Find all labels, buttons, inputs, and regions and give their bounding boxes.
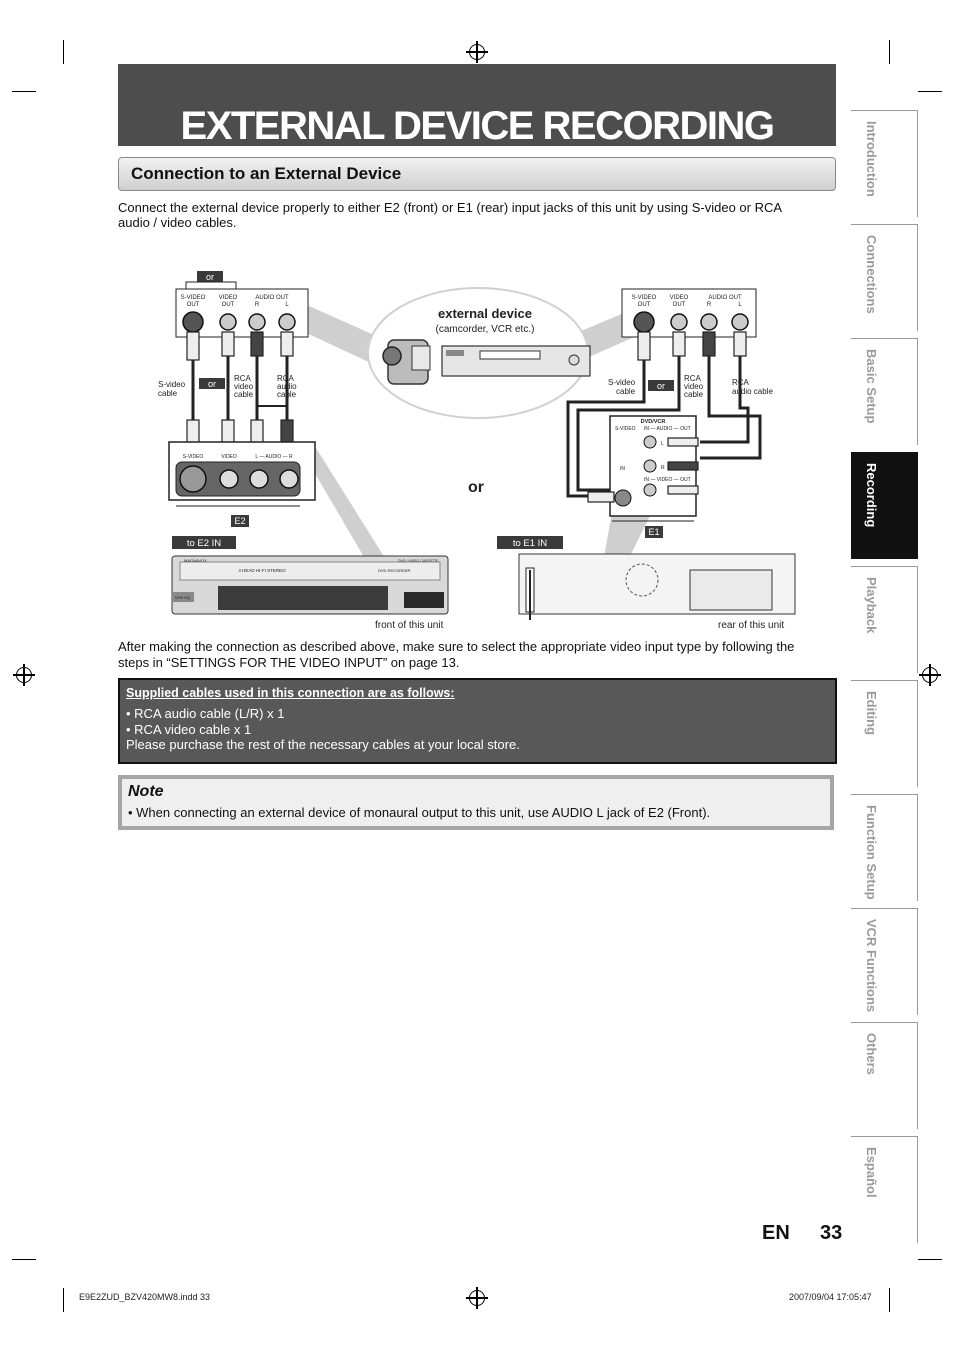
note-box — [118, 775, 834, 830]
footer-timestamp: 2007/09/04 17:05:47 — [789, 1292, 872, 1302]
tab-others[interactable] — [851, 1022, 918, 1129]
rca-video-label-3: cable — [234, 390, 254, 399]
right-svideo-out-label-2: OUT — [637, 302, 651, 308]
front-svideo-label: S-VIDEO — [182, 454, 204, 460]
rear-audio-l-jack-icon — [644, 436, 656, 448]
right-svideo-out-label: S-VIDEO — [631, 295, 657, 301]
front-audio-l-jack-icon — [250, 470, 268, 488]
rca-audio-label: RCA — [277, 374, 294, 383]
front-of-unit-label: front of this unit — [375, 620, 444, 631]
page-title: EXTERNAL DEVICE RECORDING — [180, 104, 774, 148]
tab-label: Español — [864, 1147, 879, 1198]
tab-basic-setup[interactable] — [851, 338, 918, 445]
supplied-cable-item: • RCA audio cable (L/R) x 1 — [126, 706, 285, 721]
tab-introduction[interactable] — [851, 110, 918, 217]
svideo-out-label-2: OUT — [186, 302, 200, 308]
right-rca-video-label-3: cable — [684, 390, 704, 399]
front-video-jack-icon — [220, 470, 238, 488]
rca-audio-label-3: cable — [277, 390, 297, 399]
after-text-line-2: steps in “SETTINGS FOR THE VIDEO INPUT” on page 13. — [118, 655, 460, 670]
rear-panel-title: DVD/VCR — [640, 419, 666, 425]
rear-svideo-jack-icon — [615, 490, 631, 506]
external-device-label: external device — [438, 306, 532, 321]
rear-in-label: IN — [620, 466, 625, 472]
rear-svideo-label: S-VIDEO — [615, 426, 636, 432]
note-heading: Note — [128, 783, 164, 800]
or-label: or — [656, 381, 666, 391]
rear-audio-label: IN — AUDIO — OUT — [644, 426, 691, 432]
tab-label: Playback — [864, 577, 879, 634]
front-svideo-jack-icon — [180, 466, 206, 492]
intro-text-line-2: audio / video cables. — [118, 215, 237, 230]
vcr-dvd: DVD / VIDEO CASSETTE — [398, 559, 439, 563]
svideo-out-label: S-VIDEO — [180, 295, 206, 301]
vcr-model: 4 HEAD HI-FI STEREO — [238, 568, 286, 573]
rear-r-label: R — [661, 465, 665, 471]
tab-espanol[interactable] — [851, 1136, 918, 1243]
bracket — [186, 282, 236, 289]
rca-video-label: RCA — [234, 374, 251, 383]
rear-video-label: IN — VIDEO — OUT — [644, 477, 691, 483]
right-video-jack-icon — [671, 314, 687, 330]
rear-of-unit-label: rear of this unit — [718, 620, 785, 631]
tab-label: Introduction — [864, 121, 879, 197]
rear-l-label: L — [661, 441, 664, 447]
footer-file: E9E2ZUD_BZV420MW8.indd 33 — [79, 1292, 211, 1302]
note-text: • When connecting an external device of monaural output to this unit, use AUDIO L jack of E2 (Front). — [128, 805, 711, 820]
front-audio-label: L — AUDIO — R — [255, 454, 293, 460]
right-audio-l-label: L — [738, 302, 742, 308]
intro-text-line-1: Connect the external device properly to either E2 (front) or E1 (rear) input jacks of this unit by using S-video or RCA — [118, 200, 783, 215]
tab-label: Others — [864, 1033, 879, 1075]
audio-r-jack-icon — [249, 314, 265, 330]
vcr-badge: DVD RECORDER — [378, 568, 411, 573]
audio-cable-bracket — [257, 400, 287, 406]
tab-function-setup[interactable] — [851, 794, 918, 901]
note-inner — [122, 779, 830, 826]
supplied-cable-item: • RCA video cable x 1 — [126, 722, 252, 737]
tab-label: Recording — [864, 463, 879, 528]
right-audio-r-label: R — [706, 302, 712, 308]
rca-audio-label-2: audio — [277, 382, 297, 391]
vcr-icon — [442, 346, 590, 376]
tab-label: Editing — [864, 691, 879, 736]
supplied-cables-box — [118, 678, 837, 764]
vcr-vhs: VHS HQ — [175, 595, 191, 600]
svideo-jack-icon — [183, 312, 203, 332]
or-label: or — [205, 272, 215, 282]
tab-label: Connections — [864, 235, 879, 314]
tab-label: VCR Functions — [864, 919, 879, 1013]
front-video-label: VIDEO — [221, 454, 237, 460]
rear-unit-image — [519, 554, 795, 620]
camcorder-icon — [383, 340, 430, 384]
tab-recording[interactable] — [851, 452, 918, 559]
right-svideo-jack-icon — [634, 312, 654, 332]
page-number: 33 — [820, 1222, 843, 1244]
external-device-sublabel: (camcorder, VCR etc.) — [435, 324, 535, 335]
right-rca-audio-label: RCA — [732, 378, 749, 387]
audio-out-label: AUDIO OUT — [255, 295, 289, 301]
right-svideo-cable-label-2: cable — [616, 387, 636, 396]
supplied-cables-heading: Supplied cables used in this connection are as follows: — [126, 686, 455, 700]
right-video-out-label-2: OUT — [672, 302, 686, 308]
right-video-out-label: VIDEO — [669, 295, 689, 301]
audio-l-label: L — [285, 302, 289, 308]
to-e1-label: to E1 IN — [512, 538, 548, 549]
vcr-brand: MAGNAVOX — [184, 558, 207, 563]
audio-r-label: R — [254, 302, 260, 308]
rca-video-label-2: video — [234, 382, 254, 391]
video-out-label-2: OUT — [221, 302, 235, 308]
front-audio-r-jack-icon — [280, 470, 298, 488]
svideo-cable-label: S-video — [158, 380, 186, 389]
right-rca-video-label: RCA — [684, 374, 701, 383]
to-e2-label: to E2 IN — [186, 538, 222, 549]
e2-label: E2 — [234, 516, 246, 526]
language-label: EN — [762, 1222, 790, 1244]
tab-label: Function Setup — [864, 805, 879, 900]
video-jack-icon — [220, 314, 236, 330]
right-audio-r-jack-icon — [701, 314, 717, 330]
front-unit-image — [172, 556, 448, 614]
tab-connections[interactable] — [851, 224, 918, 331]
right-audio-l-jack-icon — [732, 314, 748, 330]
or-center-label: or — [468, 479, 484, 496]
tab-label: Basic Setup — [864, 349, 879, 424]
right-audio-out-label: AUDIO OUT — [708, 295, 742, 301]
e1-label: E1 — [648, 527, 660, 537]
or-label: or — [207, 379, 217, 389]
tab-playback[interactable] — [851, 566, 918, 673]
section-heading: Connection to an External Device — [131, 164, 402, 183]
svideo-cable-label-2: cable — [158, 389, 178, 398]
supplied-cables-footnote: Please purchase the rest of the necessary cables at your local store. — [126, 737, 520, 752]
audio-l-jack-icon — [279, 314, 295, 330]
right-rca-audio-label-2: audio cable — [732, 387, 773, 396]
right-rca-video-label-2: video — [684, 382, 704, 391]
rear-video-jack-icon — [644, 484, 656, 496]
right-svideo-cable-label: S-video — [608, 378, 636, 387]
after-text-line-1: After making the connection as described above, make sure to select the appropriate video input type by following the — [118, 639, 795, 654]
video-out-label: VIDEO — [218, 295, 238, 301]
tab-editing[interactable] — [851, 680, 918, 787]
tab-vcr-functions[interactable] — [851, 908, 918, 1015]
rear-audio-r-jack-icon — [644, 460, 656, 472]
